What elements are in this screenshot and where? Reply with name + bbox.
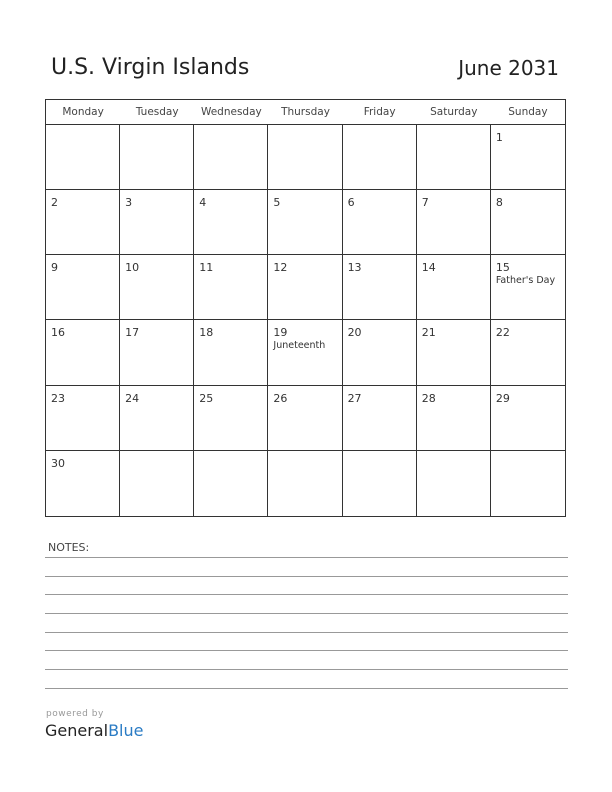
weekday-header: Monday (62, 106, 104, 118)
day-number: 7 (421, 196, 429, 210)
day-cell[interactable] (120, 386, 194, 451)
powered-by-text: powered by (46, 709, 104, 719)
day-cell[interactable] (120, 125, 194, 190)
day-number: 30 (51, 456, 65, 470)
day-number: 14 (421, 261, 436, 275)
day-number: 25 (199, 391, 214, 405)
note-line (45, 669, 568, 670)
brand-blue: Blue (108, 721, 144, 740)
day-cell[interactable] (343, 255, 417, 320)
day-number: 15 (495, 261, 510, 275)
day-number: 4 (199, 196, 207, 210)
generalblue-logo[interactable] (45, 721, 143, 740)
day-number: 27 (347, 391, 362, 405)
day-number: 24 (125, 391, 140, 405)
day-cell[interactable] (46, 125, 120, 190)
day-number: 16 (51, 326, 65, 340)
day-cell[interactable] (491, 190, 565, 255)
holiday-label: Father's Day (495, 275, 556, 287)
weekday-header: Sunday (508, 106, 548, 118)
day-number: 23 (51, 391, 65, 405)
day-cell[interactable] (194, 190, 268, 255)
day-cell[interactable] (343, 190, 417, 255)
day-number: 20 (347, 326, 362, 340)
day-number: 29 (495, 391, 510, 405)
day-number: 12 (273, 261, 288, 275)
day-number: 17 (125, 326, 140, 340)
day-cell[interactable] (343, 386, 417, 451)
day-cell[interactable] (46, 451, 120, 516)
day-number: 26 (273, 391, 288, 405)
weekday-header: Friday (363, 106, 396, 118)
day-cell[interactable] (268, 190, 342, 255)
day-cell[interactable] (120, 320, 194, 385)
day-cell[interactable] (46, 255, 120, 320)
weekday-header: Saturday (430, 106, 478, 118)
day-cell[interactable] (120, 451, 194, 516)
weekday-header: Wednesday (200, 106, 262, 118)
day-cell[interactable] (417, 386, 491, 451)
day-cell[interactable] (268, 451, 342, 516)
day-cell[interactable] (268, 125, 342, 190)
day-cell[interactable] (268, 320, 342, 385)
day-cell[interactable] (46, 320, 120, 385)
calendar-title: U.S. Virgin Islands (51, 55, 250, 80)
brand-general: General (45, 721, 109, 740)
day-cell[interactable] (120, 255, 194, 320)
day-cell[interactable] (417, 190, 491, 255)
calendar-weeks (46, 125, 565, 516)
day-number: 8 (495, 196, 503, 210)
day-cell[interactable] (194, 125, 268, 190)
day-cell[interactable] (194, 386, 268, 451)
day-cell[interactable] (46, 190, 120, 255)
note-line (45, 594, 568, 595)
day-cell[interactable] (194, 451, 268, 516)
day-cell[interactable] (417, 125, 491, 190)
day-cell[interactable] (491, 386, 565, 451)
day-number: 2 (51, 196, 58, 210)
weekday-header: Tuesday (135, 106, 179, 118)
day-cell[interactable] (417, 320, 491, 385)
day-cell[interactable] (491, 320, 565, 385)
day-cell[interactable] (343, 125, 417, 190)
day-cell[interactable] (120, 190, 194, 255)
day-cell[interactable] (491, 451, 565, 516)
day-cell[interactable] (194, 320, 268, 385)
day-number: 9 (51, 261, 58, 275)
day-number: 11 (199, 261, 214, 275)
note-line (45, 688, 568, 689)
day-number: 5 (273, 196, 281, 210)
weekday-header: Thursday (281, 106, 330, 118)
day-cell[interactable] (491, 125, 565, 190)
day-cell[interactable] (46, 386, 120, 451)
calendar-grid (45, 99, 566, 517)
day-number: 28 (421, 391, 436, 405)
calendar-month: June 2031 (458, 56, 559, 80)
day-cell[interactable] (343, 320, 417, 385)
day-number: 18 (199, 326, 214, 340)
note-line (45, 576, 568, 577)
day-number: 19 (273, 326, 288, 340)
day-number: 3 (125, 196, 133, 210)
day-number: 21 (421, 326, 436, 340)
day-number: 22 (495, 326, 510, 340)
holiday-label: Juneteenth (273, 340, 326, 352)
note-line (45, 613, 568, 614)
notes-label: NOTES: (48, 541, 90, 554)
day-number: 10 (125, 261, 140, 275)
note-line (45, 557, 568, 558)
day-cell[interactable] (417, 255, 491, 320)
note-line (45, 650, 568, 651)
day-cell[interactable] (194, 255, 268, 320)
day-number: 1 (495, 131, 503, 144)
day-cell[interactable] (343, 451, 417, 516)
day-cell[interactable] (417, 451, 491, 516)
note-line (45, 632, 568, 633)
day-cell[interactable] (491, 255, 565, 320)
day-number: 13 (347, 261, 362, 275)
day-number: 6 (347, 196, 355, 210)
weekday-header-row (46, 100, 565, 125)
day-cell[interactable] (268, 386, 342, 451)
day-cell[interactable] (268, 255, 342, 320)
